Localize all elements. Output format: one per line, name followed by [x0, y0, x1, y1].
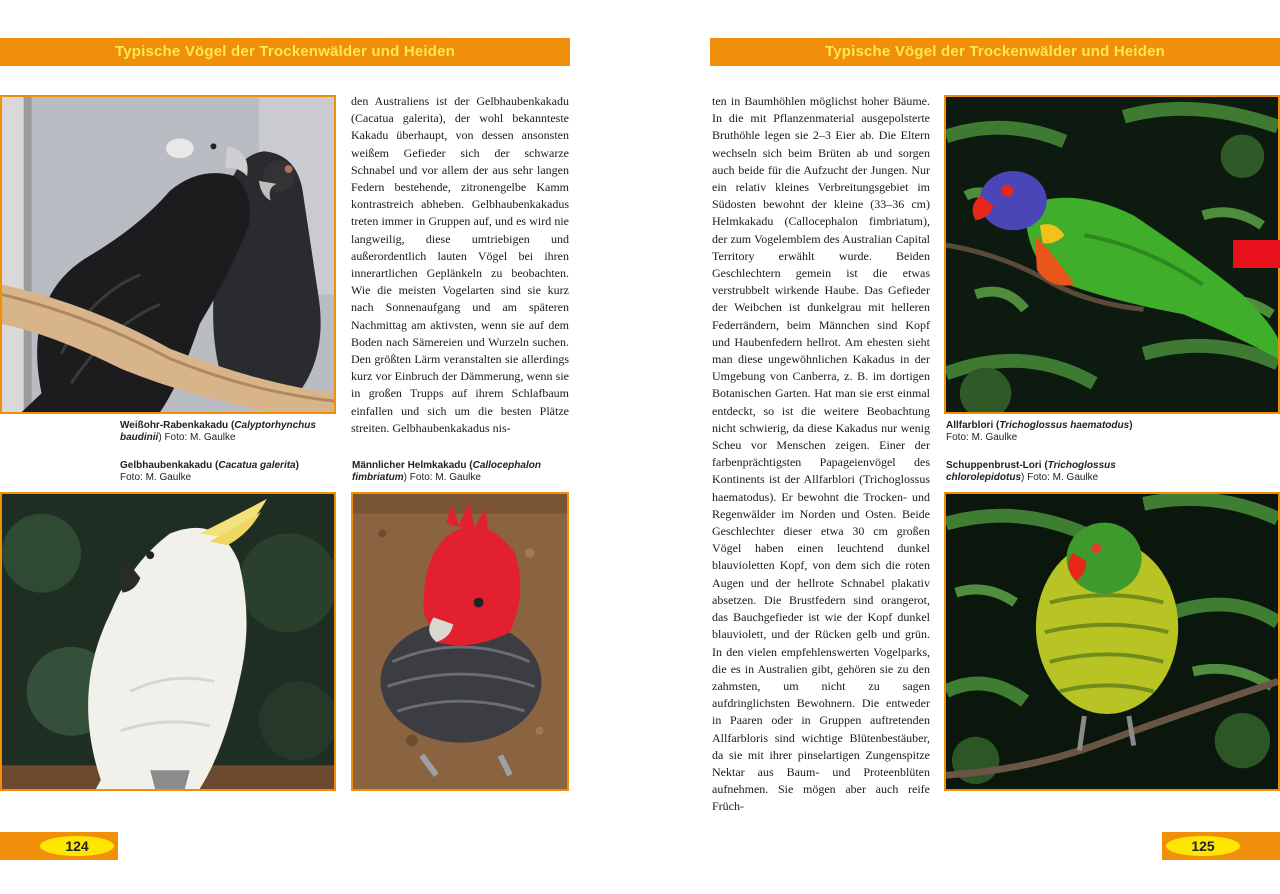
right-page-body-text: ten in Baumhöhlen möglichst hoher Bäume. In die mit Pflanzenmaterial ausgepolsterte Bruthöhle legen sie 2–3 Eier ab. Die Eltern wechseln sich beim Brüten ab und sorgen auch beide für die Aufzucht der Jungen. Nur ein relativ kleines Verbreitungsgebiet im Südosten bewohnt der kleine (33–36 cm) Helmkakadu (Callocephalon fimbriatum), der zum Vogelemblem des Australian Capital Territory erwählt wurde. Beiden Geschlechtern gemein ist die etwas verstrubbelt wirkende Haube. Das Gefieder der Weibchen ist dunkelgrau mit helleren Federrändern, beim Männchen sind Kopf und Haubenfedern hellrot. Am ehesten sieht man diese ungewöhnlichen Kakadus in der Umgebung von Canberra, z. B. im dortigen Botanischen Garten. Hat man sie erst einmal entdeckt, so ist die weitere Beobachtung nicht schwierig, da diese Kakadus nur wenig Scheu vor Menschen zeigen. Einer der farbenprächtigsten Papageienvögel des Kontinents ist der Allfarblori (Trichoglossus haematodus). Er bewohnt die Trocken- und Regenwälder im Norden und Osten. Beide Geschlechter dieser etwa 30 cm großen Vögel haben einen leuchtend dunkel blauvioletten Kopf, von dem sich die roten Augen und der hellrote Schnabel plakativ absetzen. Die Brustfedern sind orangerot, das Bauchgefieder ist wie der Kopf dunkel blauviolett, und der Rücken gelb und grün. In den vielen empfehlenswerten Vogelparks, die es in Australien gibt, gehören sie zu den zahmsten, um nicht zu sagen aufdringlichsten Bewohnern. Die entweder in Paaren oder in Gruppen auftretenden Allfarbloris sind wichtige Blütenbestäuber, da sie mit ihrer pinselartigen Zungenspitze Nektar aus Baum- und Proteenblüten aufnehmen. Sie mögen aber auch reife Früch- [712, 94, 930, 814]
photo-scaly-lorikeet [944, 492, 1280, 791]
caption-black-cockatoo: Weißohr-Rabenkakadu (Calyptorhynchus baudinii) Foto: M. Gaulke [120, 420, 316, 443]
page-number-right: 125 [1166, 836, 1240, 856]
caption-rainbow-lorikeet: Allfarblori (Trichoglossus haematodus) Foto: M. Gaulke [946, 420, 1133, 443]
photo-gang-gang-cockatoo [351, 492, 569, 791]
caption-sulphur-cockatoo: Gelbhaubenkakadu (Cacatua galerita) Foto: M. Gaulke [120, 460, 299, 483]
caption-gang-gang: Männlicher Helmkakadu (Callocephalon fimbriatum) Foto: M. Gaulke [352, 460, 541, 483]
left-page-header: Typische Vögel der Trockenwälder und Heiden [0, 38, 570, 66]
left-page-body-text: den Australiens ist der Gelbhaubenkakadu (Cacatua galerita), der wohl bekannteste Kakadu überhaupt, von dessen ansonsten weißem Gefieder sich der schwarze Schnabel und vor allem der aus sehr langen Federn bestehende, zitronengelbe Kamm kontrastreich abheben. Gelbhaubenkakadus treten immer in Gruppen auf, und es wird nie langweilig, diese umtriebigen und außerordentlich lauten Vögel bei ihren innerartlichen Geplänkeln zu beobachten. Wie die meisten Vogelarten sind sie kurz nach Sonnenaufgang und am späteren Nachmittag am aktivsten, wenn sie auf dem Boden nach Sämereien und Wurzeln suchen. Den größten Lärm veranstalten sie allerdings kurz vor Einbruch der Dämmerung, wenn sie in großen Trupps auf ihrem Schlafbaum einfallen und sich um die besten Plätze streiten. Gelbhaubenkakadus nis- [351, 94, 569, 435]
photo-black-cockatoos [0, 95, 336, 414]
page-number-left: 124 [40, 836, 114, 856]
chapter-tab-marker [1233, 240, 1280, 268]
photo-sulphur-cockatoo [0, 492, 336, 791]
caption-scaly-lorikeet: Schuppenbrust-Lori (Trichoglossus chlorolepidotus) Foto: M. Gaulke [946, 460, 1116, 483]
right-page-header: Typische Vögel der Trockenwälder und Heiden [710, 38, 1280, 66]
photo-rainbow-lorikeet [944, 95, 1280, 414]
